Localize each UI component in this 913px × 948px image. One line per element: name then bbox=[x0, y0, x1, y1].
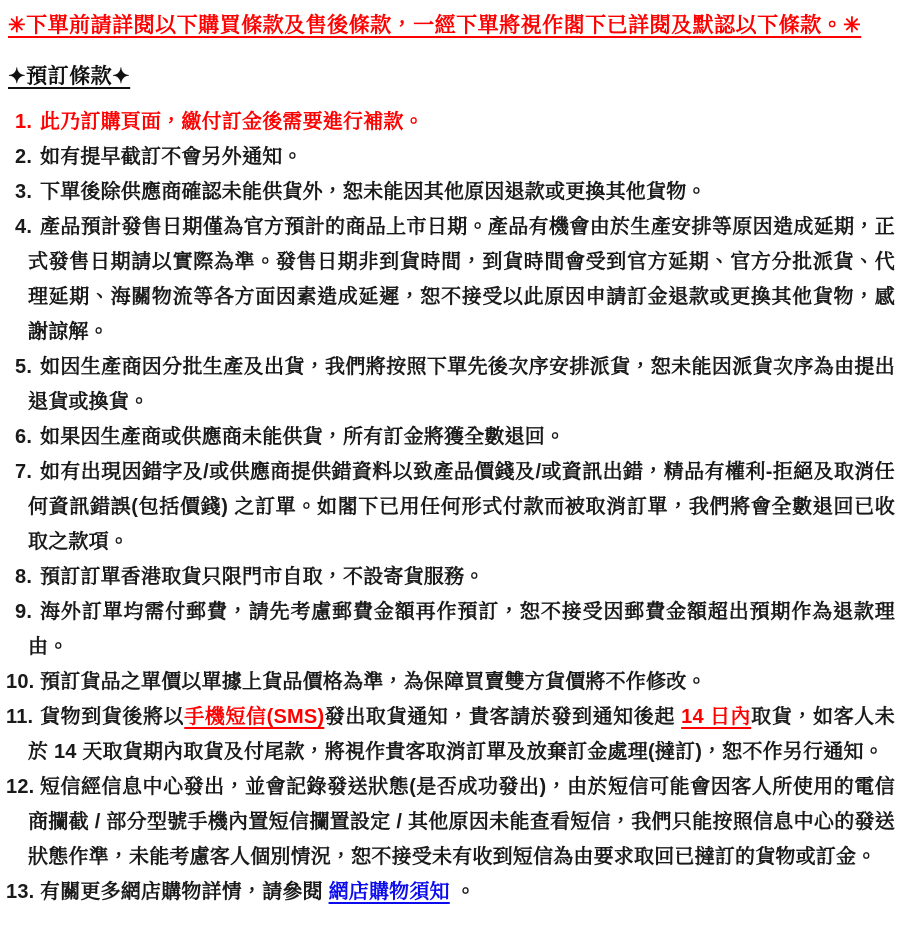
term-number: 6. bbox=[15, 426, 33, 448]
term-segment: 預訂貨品之單價以單據上貨品價格為準，為保障買賣雙方貨價將不作修改。 bbox=[40, 671, 707, 693]
term-segment: 手機短信(SMS) bbox=[184, 706, 325, 728]
term-item bbox=[0, 700, 895, 770]
term-segment: 。 bbox=[449, 881, 476, 903]
term-number: 5. bbox=[15, 356, 33, 378]
term-segment: 預訂訂單香港取貨只限門市自取，不設寄貨服務。 bbox=[40, 566, 485, 588]
term-item bbox=[0, 875, 895, 910]
term-segment: 海外訂單均需付郵費，請先考慮郵費金額再作預訂，恕不接受因郵費金額超出預期作為退款理由。 bbox=[28, 601, 895, 658]
term-item bbox=[0, 665, 895, 700]
term-number: 12. bbox=[6, 776, 35, 798]
term-number: 7. bbox=[15, 461, 33, 483]
shop-guide-link[interactable]: 網店購物須知 bbox=[328, 881, 450, 903]
term-item bbox=[0, 560, 895, 595]
term-item bbox=[0, 420, 895, 455]
term-item bbox=[0, 770, 895, 875]
term-segment: 短信經信息中心發出，並會記錄發送狀態(是否成功發出)，由於短信可能會因客人所使用的電信商攔截 / 部分型號手機內置短信攔置設定 / 其他原因未能查看短信，我們只能按照信息中心的發送狀態作準，未能考慮客人個別情況，恕不接受未有收到短信為由要求取回已撻訂的貨物或訂金。 bbox=[28, 776, 895, 868]
term-item bbox=[0, 105, 895, 140]
term-item bbox=[0, 210, 895, 350]
term-number: 11. bbox=[6, 706, 34, 728]
term-segment: 如有提早截訂不會另外通知。 bbox=[40, 146, 303, 168]
term-segment: 此乃訂購頁面，繳付訂金後需要進行補款。 bbox=[40, 111, 424, 133]
term-segment: 14 日內 bbox=[681, 706, 752, 728]
term-segment: 有關更多網店購物詳情，請參閱 bbox=[40, 881, 329, 903]
term-segment: 發出取貨通知，貴客請於發到通知後起 bbox=[324, 706, 682, 728]
term-item bbox=[0, 175, 895, 210]
term-number: 10. bbox=[6, 671, 35, 693]
term-item bbox=[0, 140, 895, 175]
term-item bbox=[0, 350, 895, 420]
term-number: 3. bbox=[15, 181, 33, 203]
term-segment: 如有出現因錯字及/或供應商提供錯資料以致產品價錢及/或資訊出錯，精品有權利-拒絕及取消任何資訊錯誤(包括價錢) 之訂單。如閣下已用任何形式付款而被取消訂單，我們將會全數退回已收取之款項。 bbox=[28, 461, 895, 553]
term-number: 8. bbox=[15, 566, 33, 588]
terms-list bbox=[0, 105, 895, 910]
term-segment: 下單後除供應商確認未能供貨外，恕未能因其他原因退款或更換其他貨物。 bbox=[40, 181, 707, 203]
term-segment: 貨物到貨後將以 bbox=[40, 706, 185, 728]
document-header: ✳下單前請詳閱以下購買條款及售後條款，一經下單將視作閣下已詳閱及默認以下條款。✳ bbox=[8, 14, 862, 37]
term-segment: 如因生產商因分批生產及出貨，我們將按照下單先後次序安排派貨，恕未能因派貨次序為由提出退貨或換貨。 bbox=[28, 356, 895, 413]
term-number: 9. bbox=[15, 601, 33, 623]
term-number: 4. bbox=[15, 216, 33, 238]
term-segment: 如果因生產商或供應商未能供貨，所有訂金將獲全數退回。 bbox=[40, 426, 566, 448]
section-title: ✦預訂條款✦ bbox=[8, 65, 131, 88]
term-segment: 產品預計發售日期僅為官方預計的商品上市日期。產品有機會由於生產安排等原因造成延期，正式發售日期請以實際為準。發售日期非到貨時間，到貨時間會受到官方延期、官方分批派貨、代理延期、海關物流等各方面因素造成延遲，恕不接受以此原因申請訂金退款或更換其他貨物，感謝諒解。 bbox=[28, 216, 895, 343]
term-item bbox=[0, 595, 895, 665]
term-number: 13. bbox=[6, 881, 35, 903]
term-number: 2. bbox=[15, 146, 33, 168]
term-segment: 取貨，如客人未於 14 天取貨期內取貨及付尾款，將視作貴客取消訂單及放棄訂金處理(撻訂)，恕不作另行通知。 bbox=[28, 706, 895, 763]
term-number: 1. bbox=[15, 111, 33, 133]
term-item bbox=[0, 455, 895, 560]
